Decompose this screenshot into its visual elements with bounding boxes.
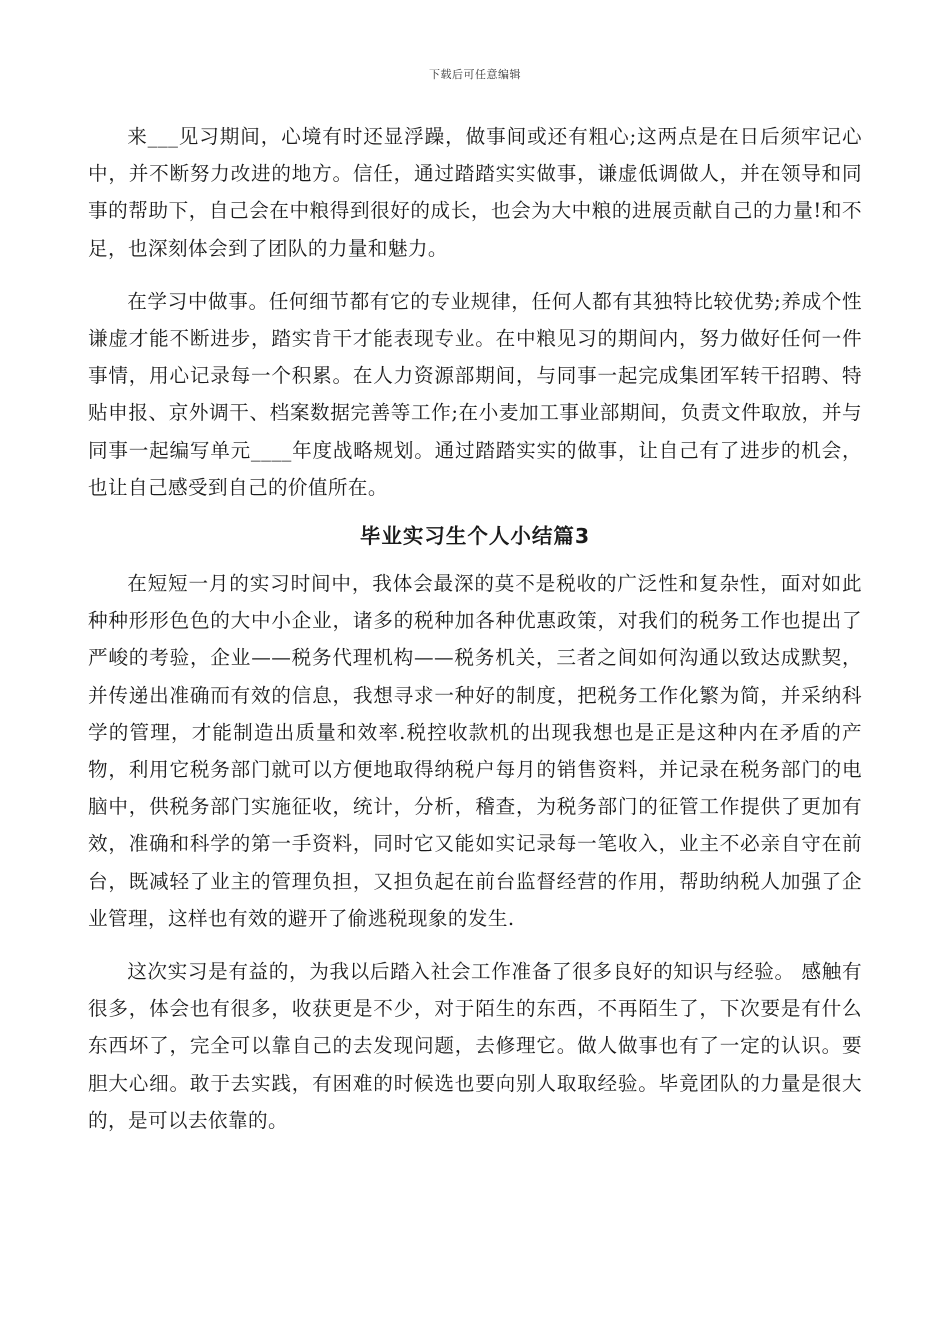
paragraph-1: 来___见习期间，心境有时还显浮躁，做事间或还有粗心;这两点是在日后须牢记心中，并不断努力改进的地方。信任，通过踏踏实实做事，谦虚低调做人，并在领导和同事的帮助下，自己会在中粮得到很好的成长，也会为大中粮的进展贡献自己的力量!和不足，也深刻体会到了团队的力量和魅力。 [88,125,862,260]
paragraph-spacer [88,267,862,283]
title-spacer [88,555,862,565]
title-spacer [88,506,862,518]
paragraph-spacer [88,937,862,953]
paragraph-3: 在短短一月的实习时间中，我体会最深的莫不是税收的广泛性和复杂性，面对如此种种形形色色的大中小企业，诸多的税种加各种优惠政策，对我们的税务工作也提出了严峻的考验，企业——税务代理机构——税务机关，三者之间如何沟通以致达成默契，并传递出准确而有效的信息，我想寻求一种好的制度，把税务工作化繁为简，并采纳科学的管理，才能制造出质量和效率.税控收款机的出现我想也是正是这种内在矛盾的产物，利用它税务部门就可以方便地取得纳税户每月的销售资料，并记录在税务部门的电脑中，供税务部门实施征收，统计，分析，稽查，为税务部门的征管工作提供了更加有效，准确和科学的第一手资料，同时它又能如实记录每一笔收入，业主不必亲自守在前台，既减轻了业主的管理负担，又担负起在前台监督经营的作用，帮助纳税人加强了企业管理，这样也有效的避开了偷逃税现象的发生. [88,572,862,930]
section-title: 毕业实习生个人小结篇3 [359,524,591,549]
paragraph-4: 这次实习是有益的，为我以后踏入社会工作准备了很多良好的知识与经验。 感触有很多，体会也有很多，收获更是不少，对于陌生的东西，不再陌生了，下次要是有什么东西坏了，完全可以靠自己的去发现问题，去修理它。做人做事也有了一定的认识。要胆大心细。敢于去实践，有困难的时候选也要向别人取取经验。毕竟团队的力量是很大的，是可以去依靠的。 [88,960,862,1132]
document-body [88,118,862,1139]
paragraph-2: 在学习中做事。任何细节都有它的专业规律，任何人都有其独特比较优势;养成个性谦虚才能不断进步，踏实肯干才能表现专业。在中粮见习的期间内，努力做好任何一件事情，用心记录每一个积累。在人力资源部期间，与同事一起完成集团军转干招聘、特贴申报、京外调干、档案数据完善等工作;在小麦加工事业部期间，负责文件取放，并与同事一起编写单元____年度战略规划。通过踏踏实实的做事，让自己有了进步的机会，也让自己感受到自己的价值所在。 [88,289,862,499]
header-note: 下载后可任意编辑 [429,68,521,81]
